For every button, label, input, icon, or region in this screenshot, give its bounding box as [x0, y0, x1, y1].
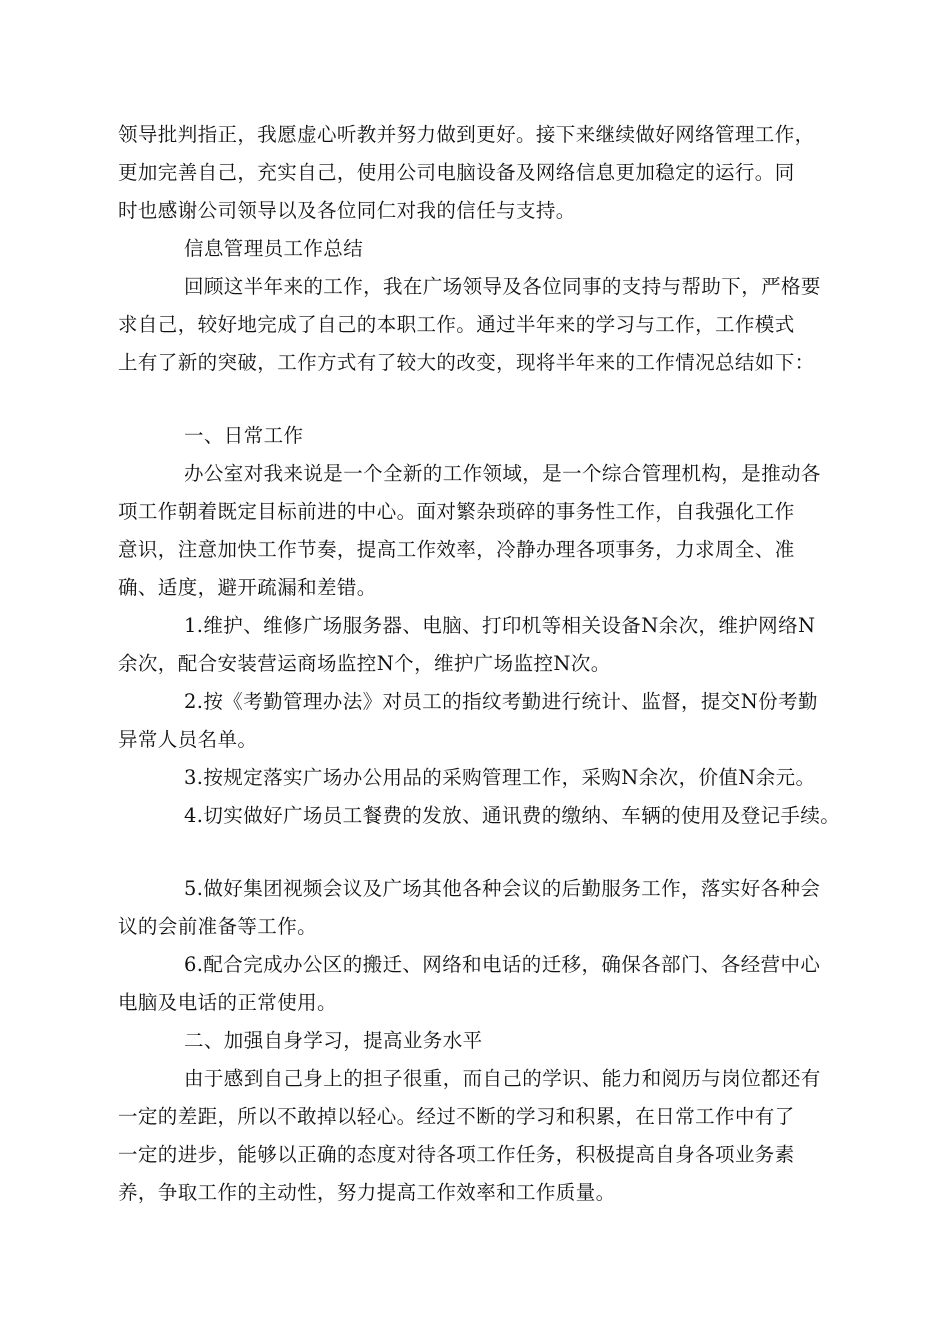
- text-line: 求自己，较好地完成了自己的本职工作。通过半年来的学习与工作，工作模式: [118, 313, 795, 336]
- text-line: 领导批判指正，我愿虚心听教并努力做到更好。接下来继续做好网络管理工作，: [118, 123, 815, 146]
- text-line: 确、适度，避开疏漏和差错。: [118, 576, 377, 599]
- text-line: 上有了新的突破，工作方式有了较大的改变，现将半年来的工作情况总结如下：: [118, 351, 815, 374]
- list-item: 3.按规定落实广场办公用品的采购管理工作，采购N余次，价值N余元。: [184, 766, 816, 789]
- list-item: 6.配合完成办公区的搬迁、网络和电话的迁移，确保各部门、各经营中心: [184, 953, 821, 976]
- text-line: 异常人员名单。: [118, 728, 258, 751]
- section-heading: 二、加强自身学习，提高业务水平: [184, 1029, 483, 1052]
- section-title: 信息管理员工作总结: [184, 237, 364, 260]
- text-line: 议的会前准备等工作。: [118, 915, 318, 938]
- text-line: 由于感到自己身上的担子很重，而自己的学识、能力和阅历与岗位都还有: [184, 1067, 821, 1090]
- text-line: 回顾这半年来的工作，我在广场领导及各位同事的支持与帮助下，严格要: [184, 275, 821, 298]
- list-item: 4.切实做好广场员工餐费的发放、通讯费的缴纳、车辆的使用及登记手续。: [184, 804, 841, 827]
- text-line: 更加完善自己，充实自己，使用公司电脑设备及网络信息更加稳定的运行。同: [118, 161, 795, 184]
- text-line: 一定的差距，所以不敢掉以轻心。经过不断的学习和积累，在日常工作中有了: [118, 1105, 795, 1128]
- text-line: 一定的进步，能够以正确的态度对待各项工作任务，积极提高自身各项业务素: [118, 1143, 795, 1166]
- list-item: 1.维护、维修广场服务器、电脑、打印机等相关设备N余次，维护网络N: [184, 614, 816, 637]
- text-line: 意识，注意加快工作节奏，提高工作效率，冷静办理各项事务，力求周全、准: [118, 538, 795, 561]
- text-line: 养，争取工作的主动性，努力提高工作效率和工作质量。: [118, 1181, 616, 1204]
- section-heading: 一、日常工作: [184, 424, 304, 447]
- list-item: 5.做好集团视频会议及广场其他各种会议的后勤服务工作，落实好各种会: [184, 877, 821, 900]
- text-line: 时也感谢公司领导以及各位同仁对我的信任与支持。: [118, 199, 576, 222]
- text-line: 电脑及电话的正常使用。: [118, 991, 337, 1014]
- text-line: 余次，配合安装营运商场监控N个，维护广场监控N次。: [118, 652, 611, 675]
- list-item: 2.按《考勤管理办法》对员工的指纹考勤进行统计、监督，提交N份考勤: [184, 690, 818, 713]
- text-line: 办公室对我来说是一个全新的工作领域，是一个综合管理机构，是推动各: [184, 462, 821, 485]
- text-line: 项工作朝着既定目标前进的中心。面对繁杂琐碎的事务性工作，自我强化工作: [118, 500, 795, 523]
